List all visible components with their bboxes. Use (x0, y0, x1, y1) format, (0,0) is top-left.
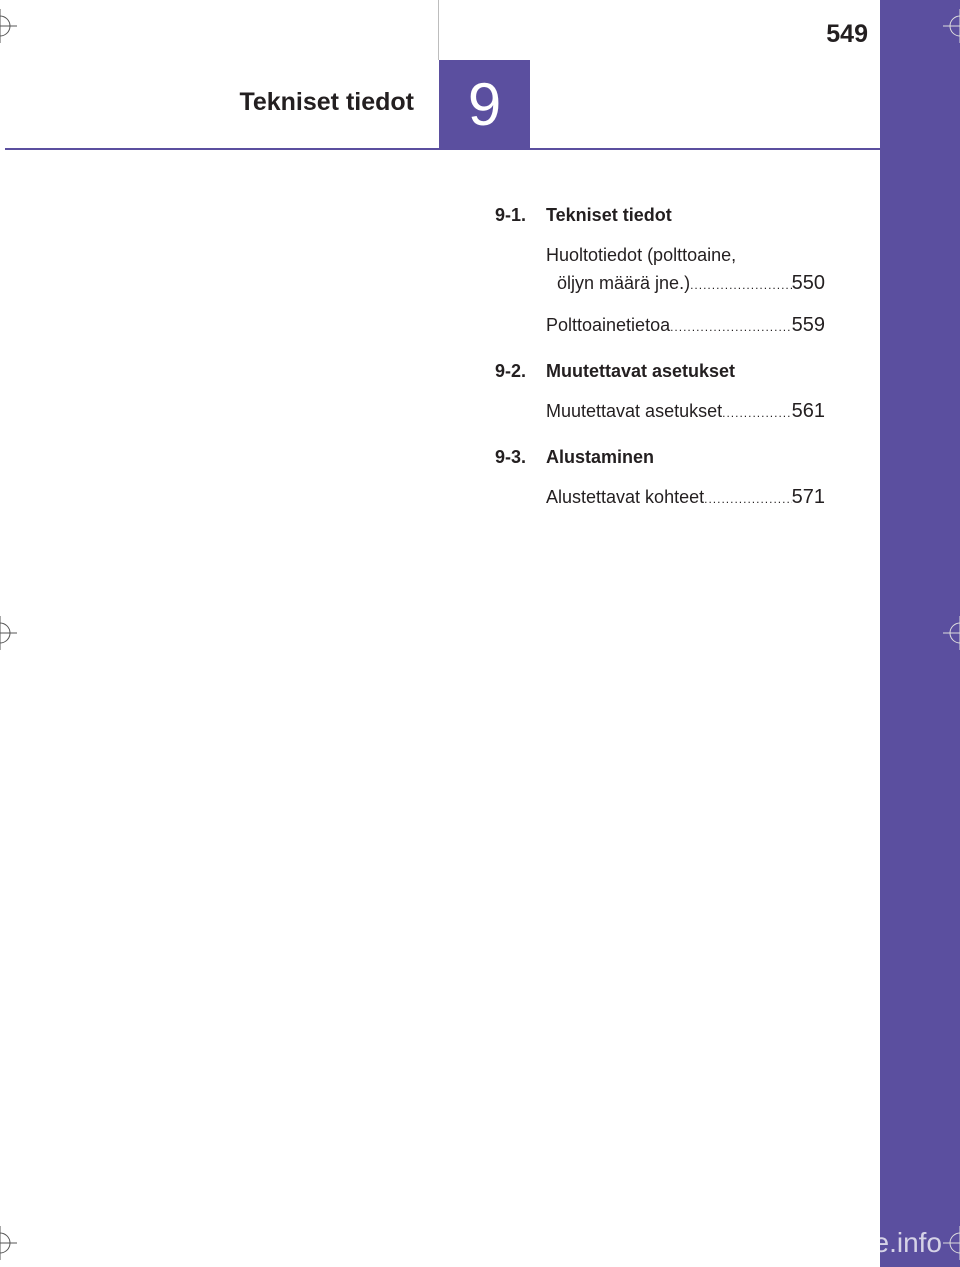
header-divider (438, 0, 439, 60)
entry-page-number: 550 (791, 272, 825, 294)
entry-label: öljyn määrä jne.) (557, 273, 691, 293)
toc-section-heading[interactable] (495, 361, 825, 387)
watermark: carmanualsonline.info (669, 1227, 942, 1258)
toc-section-heading[interactable] (495, 447, 825, 473)
toc-entry[interactable] (546, 483, 825, 513)
chapter-number: 9 (467, 71, 502, 138)
chapter-number-box (439, 60, 530, 149)
entry-page-number: 571 (791, 486, 825, 508)
entry-page-number: 561 (791, 400, 825, 422)
entry-label-line1: Huoltotiedot (polttoaine, (546, 245, 737, 265)
section-title: Alustaminen (546, 447, 655, 467)
page-number: 549 (826, 20, 868, 48)
toc-entry[interactable] (546, 241, 825, 299)
registration-mark-icon (943, 1226, 960, 1260)
toc-section-heading[interactable] (495, 205, 825, 231)
section-title: Muutettavat asetukset (546, 361, 736, 381)
dot-leader (722, 399, 792, 427)
registration-mark-icon (943, 9, 960, 43)
toc-entry[interactable] (546, 311, 825, 341)
section-number: 9-1. (495, 205, 527, 225)
entry-page-number: 559 (791, 314, 825, 336)
registration-mark-icon (943, 616, 960, 650)
entry-label: Muutettavat asetukset (546, 401, 723, 421)
dot-leader (690, 271, 792, 299)
dot-leader (704, 485, 792, 513)
section-number: 9-3. (495, 447, 527, 467)
entry-label: Alustettavat kohteet (546, 487, 705, 507)
registration-mark-icon (0, 616, 17, 650)
section-title: Tekniset tiedot (546, 205, 672, 225)
entry-label: Polttoainetietoa (546, 315, 671, 335)
toc-entry[interactable] (546, 397, 825, 427)
section-number: 9-2. (495, 361, 527, 381)
registration-mark-icon (0, 1226, 17, 1260)
registration-mark-icon (0, 9, 17, 43)
chapter-title: Tekniset tiedot (239, 88, 414, 116)
table-of-contents (495, 205, 825, 525)
dot-leader (670, 313, 792, 341)
